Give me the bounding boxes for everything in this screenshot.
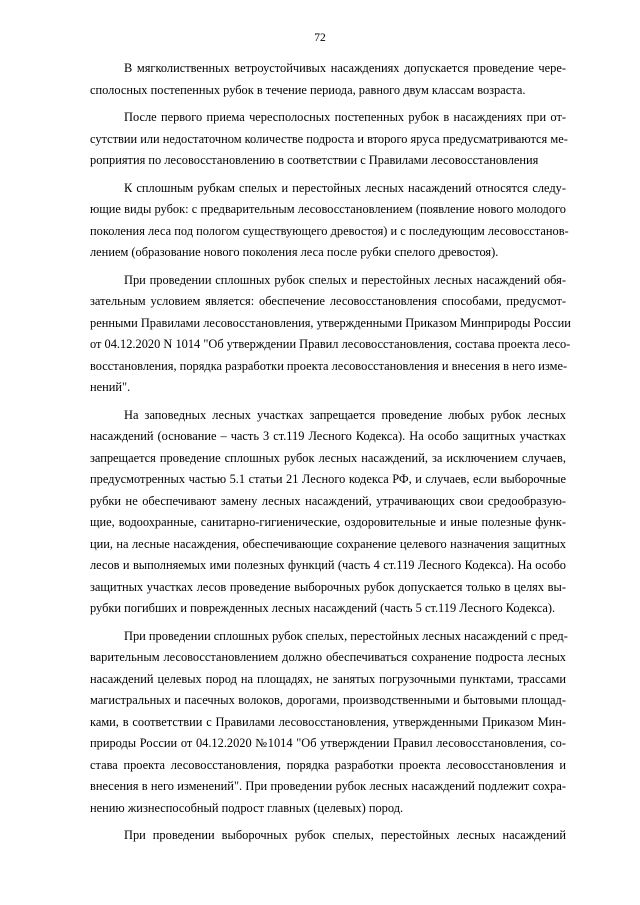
paragraph-line: природы России от 04.12.2020 №1014 "Об утверждении Правил лесовосстановления, со- [90, 736, 566, 750]
document-body [90, 58, 571, 853]
paragraph [90, 825, 566, 847]
paragraph-line: рубки погибших и поврежденных лесных насаждений (часть 5 ст.119 Лесного Кодекса). [90, 601, 556, 615]
paragraph-line: ции, на лесные насаждения, обеспечивающие сохранение целевого назначения защитных [90, 536, 566, 551]
paragraph-line: щие, водоохранные, санитарно-гигиенические, оздоровительные и иные полезные функ- [90, 515, 566, 529]
paragraph-line: рубки не обеспечивают замену лесных насаждений, утрачивающих свои средообразую- [90, 493, 566, 508]
paragraph-line: ющие виды рубок: с предварительным лесовосстановлением (появление нового молодого [90, 202, 566, 216]
paragraph-line: внесения в него изменений". При проведении рубок лесных насаждений подлежит сохра- [90, 779, 566, 793]
paragraph-line: При проведении выборочных рубок спелых, перестойных лесных насаждений [124, 828, 566, 842]
paragraph [90, 626, 566, 820]
paragraph-line: от 04.12.2020 N 1014 "Об утверждении Правил лесовосстановления, состава проекта лесо- [90, 337, 571, 351]
paragraph-line: насаждений (основание – часть 3 ст.119 Лесного Кодекса). На особо защитных участках [90, 429, 566, 443]
paragraph-line: На заповедных лесных участках запрещается проведение любых рубок лесных [124, 407, 566, 422]
paragraph-line: защитных участках лесов проведение выборочных рубок допускается только в целях вы- [90, 579, 566, 594]
paragraph-line: нений". [90, 380, 131, 394]
paragraph-line: В мягколиственных ветроустойчивых насаждениях допускается проведение чере- [124, 61, 566, 75]
paragraph [90, 178, 569, 264]
paragraph-line: лесов и выполняемых ими полезных функций (часть 4 ст.119 Лесного Кодекса). На особо [90, 558, 566, 572]
paragraph-line: восстановления, порядка разработки проекта лесовосстановления и внесения в него изме- [90, 358, 568, 373]
paragraph-line: зательным условием является: обеспечение лесовосстановления способами, предусмот- [90, 294, 566, 308]
paragraph [90, 405, 566, 620]
paragraph-line: варительным лесовосстановлением должно обеспечиваться сохранение подроста лесных [90, 650, 566, 664]
paragraph [90, 270, 571, 399]
page-number: 72 [314, 32, 326, 44]
paragraph-line: сутствии или недостаточном количестве подроста и второго яруса предусматриваются ме- [90, 131, 568, 146]
paragraph-line: магистральных и пасечных волоков, дорогами, производственными и бытовыми площад- [90, 693, 566, 707]
paragraph-line: При проведении сплошных рубок спелых, перестойных лесных насаждений с пред- [124, 628, 568, 643]
paragraph-line: поколения леса под пологом существующего древостоя) и с последующим лесовосстанов- [90, 223, 569, 238]
paragraph-line: роприятия по лесовосстановлению в соответствии с Правилами лесовосстановления [90, 153, 539, 167]
paragraph-line: насаждений целевых пород на площадях, не занятых погрузочными пунктами, трассами [90, 671, 566, 686]
paragraph-line: става проекта лесовосстановления, порядка разработки проекта лесовосстановления и [90, 757, 566, 772]
paragraph-line: ками, в соответствии с Правилами лесовосстановления, утвержденными Приказом Мин- [90, 714, 566, 729]
paragraph-line: После первого приема чересполосных постепенных рубок в насаждениях при от- [124, 110, 566, 124]
paragraph-line: запрещается проведение сплошных рубок лесных насаждений, за исключением случаев, [90, 450, 566, 465]
paragraph [90, 107, 566, 172]
paragraph-line: предусмотренных частью 5.1 статьи 21 Лесного кодекса РФ, и случаев, если выборочные [90, 472, 566, 486]
paragraph-line: ренными Правилами лесовосстановления, утвержденными Приказом Минприроды России [90, 315, 571, 330]
paragraph-line: лением (образование нового поколения леса после рубки спелого древостоя). [90, 245, 499, 259]
paragraph-line: К сплошным рубкам спелых и перестойных лесных насаждений относятся следу- [124, 180, 566, 195]
paragraph [90, 58, 566, 101]
paragraph-line: нению жизнеспособный подрост главных (целевых) пород. [90, 800, 404, 815]
paragraph-line: При проведении сплошных рубок спелых и перестойных лесных насаждений обя- [124, 272, 566, 287]
paragraph-line: сполосных постепенных рубок в течение периода, равного двум классам возраста. [90, 82, 526, 97]
